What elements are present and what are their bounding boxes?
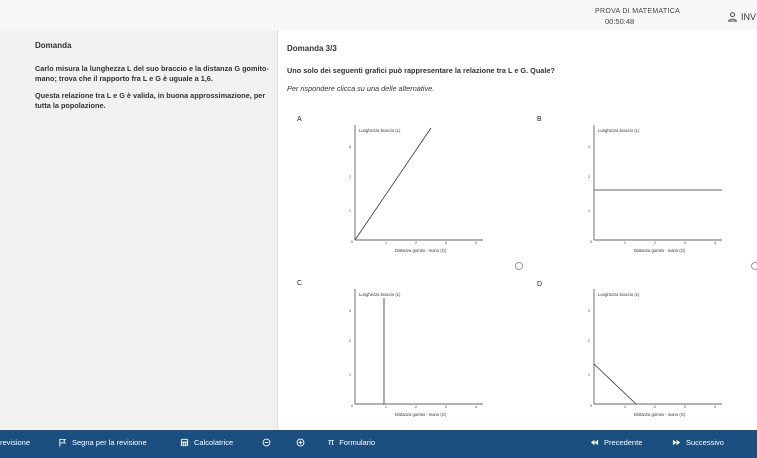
option-a-graph[interactable] [335,120,485,255]
fast-forward-icon [672,438,681,447]
timer: 00:50:48 [605,17,635,26]
x-tick-label: 2 [654,241,656,245]
x-tick-label: 0 [590,404,592,408]
test-title: PROVA DI MATEMATICA [595,8,681,15]
option-d-letter: D [537,281,543,288]
graph-line [594,364,636,404]
y-tick-label: 2 [349,339,351,343]
x-tick-label: 3 [445,405,447,409]
rewind-icon [590,438,599,447]
option-a-letter: A [297,116,302,123]
option-c-letter: C [297,280,303,287]
x-axis-label: Distanza gomito - mano (G) [634,248,686,253]
option-d-graph[interactable] [574,284,724,419]
y-tick-label: 1 [588,209,590,213]
question-context-panel [0,30,278,430]
x-tick-label: 4 [714,241,716,245]
x-tick-label: 3 [445,241,447,245]
question-panel [279,30,757,430]
y-tick-label: 2 [349,175,351,179]
context-paragraph-2: Questa relazione tra L e G è valida, in buona approssimazione, per tutta la popolazione. [35,91,266,110]
x-tick-label: 3 [684,241,686,245]
y-tick-label: 3 [588,145,590,149]
x-tick-label: 2 [415,405,417,409]
y-tick-label: 3 [349,309,351,313]
y-tick-label: 1 [588,373,590,377]
calculator-icon [180,438,189,447]
x-tick-label: 0 [351,240,353,244]
zoom-in-button[interactable] [296,438,305,447]
x-tick-label: 1 [385,405,387,409]
question-text: Uno solo dei seguenti grafici può rappresentare la relazione tra L e G. Quale? [287,66,555,75]
user-menu[interactable] [727,11,756,22]
x-tick-label: 0 [590,240,592,244]
flag-icon [58,438,67,447]
mark-for-review-button[interactable] [58,438,147,447]
y-tick-label: 3 [588,309,590,313]
x-axis-label: Distanza gomito - mano (G) [634,412,686,417]
zoom-out-button[interactable] [262,438,271,447]
y-axis-label: Lunghezza braccio (L) [359,128,401,133]
x-tick-label: 0 [351,404,353,408]
y-axis-label: Lunghezza braccio (L) [359,292,401,297]
calculator-label: Calcolatrice [194,438,234,447]
x-tick-label: 1 [624,405,626,409]
y-tick-label: 2 [588,339,590,343]
option-a-radio[interactable] [515,262,523,270]
question-instruction: Per rispondere clicca su una delle alternative. [287,84,435,93]
zoom-out-icon [262,438,271,447]
calculator-button[interactable] [180,438,233,447]
user-label: INV [741,11,757,22]
footer-toolbar [0,430,757,458]
x-tick-label: 3 [684,405,686,409]
next-button[interactable] [672,438,724,447]
x-tick-label: 1 [624,241,626,245]
y-axis-label: Lunghezza braccio (L) [598,128,640,133]
y-tick-label: 3 [349,145,351,149]
previous-label: Precedente [604,438,643,447]
x-tick-label: 4 [475,405,477,409]
next-label: Successivo [686,438,724,447]
x-tick-label: 2 [654,405,656,409]
option-c-graph[interactable] [335,284,485,419]
context-heading: Domanda [35,41,72,50]
x-tick-label: 4 [714,405,716,409]
context-text [35,64,270,118]
x-tick-label: 2 [415,241,417,245]
x-axis-label: Distanza gomito - mano (G) [395,248,447,253]
graph-line [355,128,431,240]
mark-for-review-label: Segna per la revisione [72,438,147,447]
x-tick-label: 1 [385,241,387,245]
x-axis-label: Distanza gomito - mano (G) [395,412,447,417]
revisione-button[interactable] [0,438,30,447]
previous-button[interactable] [590,438,642,447]
formulary-button[interactable] [328,438,375,447]
user-icon [727,11,738,22]
y-tick-label: 1 [349,209,351,213]
y-tick-label: 2 [588,175,590,179]
formulary-label: Formulario [339,438,376,447]
zoom-in-icon [296,438,305,447]
y-tick-label: 1 [349,373,351,377]
pi-icon: π [328,437,335,447]
revisione-label: revisione [0,438,31,447]
option-b-radio[interactable] [751,262,757,270]
x-tick-label: 4 [475,241,477,245]
question-number: Domanda 3/3 [287,44,337,53]
option-b-letter: B [537,116,542,123]
header-bar [0,0,757,30]
context-paragraph-1: Carlo misura la lunghezza L del suo braccio e la distanza G gomito-mano; trova che il rapporto fra L e G è uguale a 1,6. [35,64,269,83]
option-b-graph[interactable] [574,120,724,255]
y-axis-label: Lunghezza braccio (L) [598,292,640,297]
